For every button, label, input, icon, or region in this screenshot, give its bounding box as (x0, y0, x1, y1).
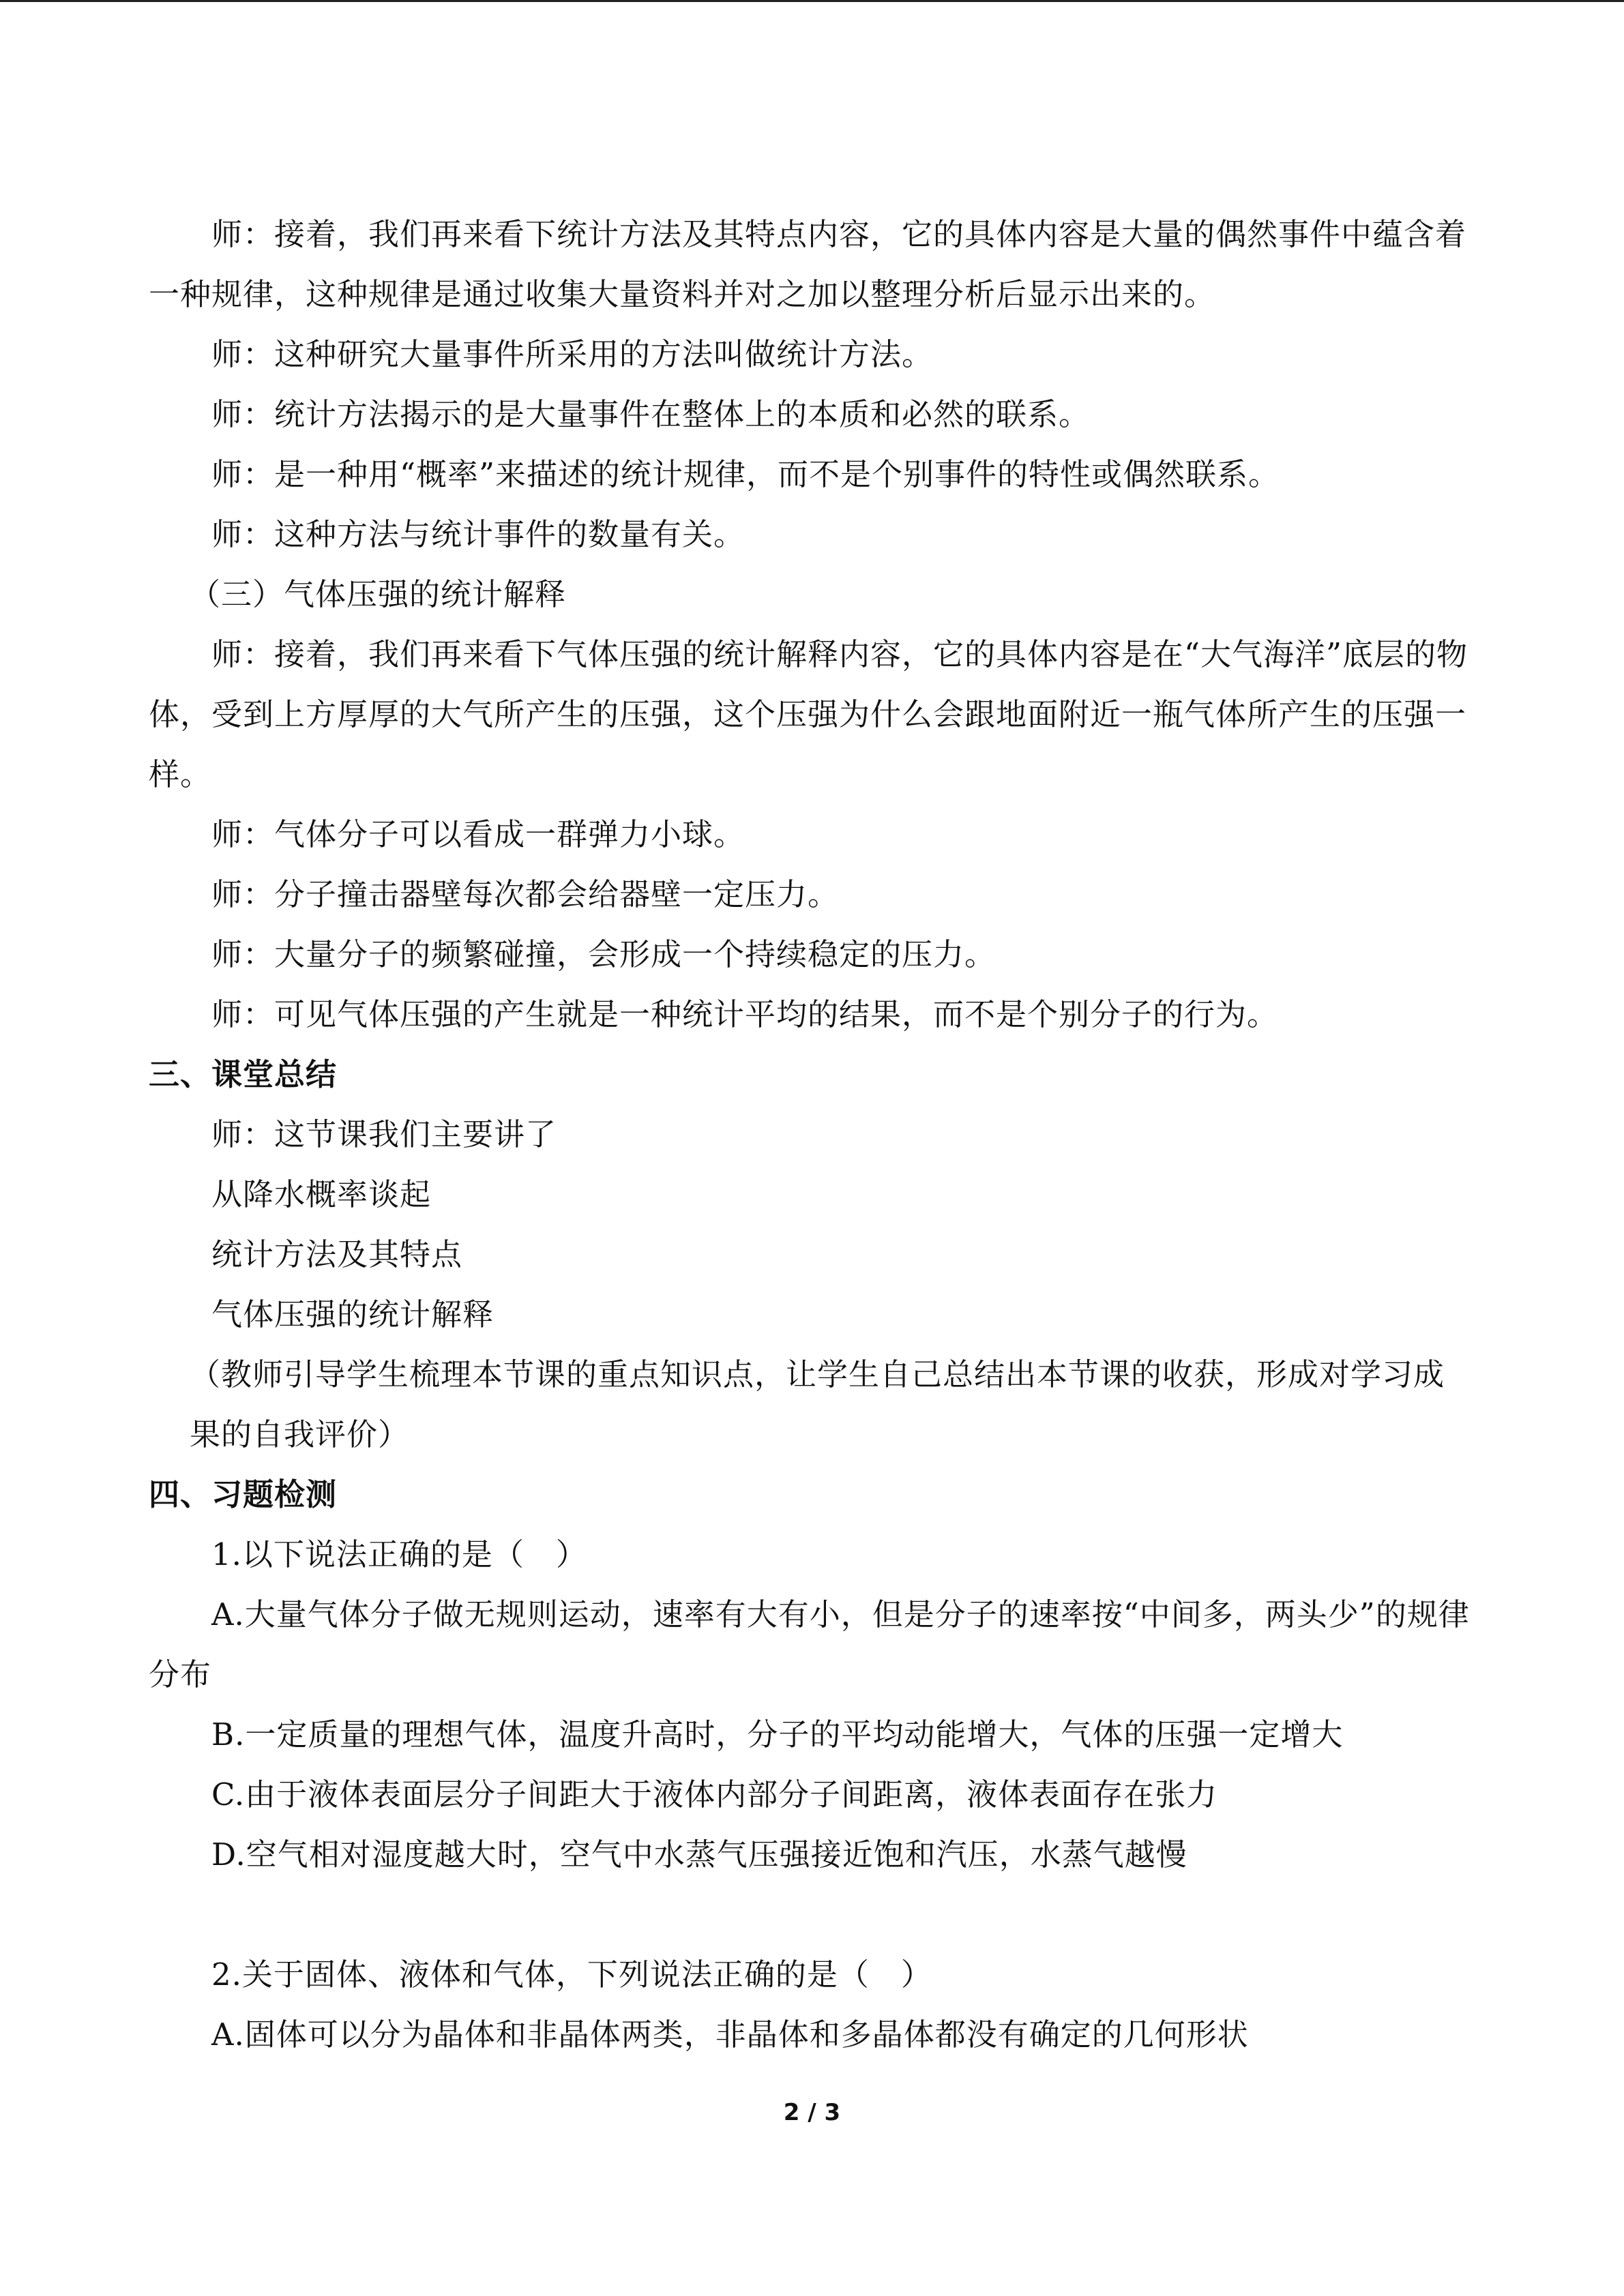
question: 1.以下说法正确的是（ ） (211, 1536, 587, 1572)
paragraph: 师：气体分子可以看成一群弹力小球。 (211, 816, 745, 852)
question-option: A.固体可以分为晶体和非晶体两类，非晶体和多晶体都没有确定的几何形状 (211, 2016, 1249, 2053)
paragraph: 师：这种方法与统计事件的数量有关。 (211, 516, 745, 552)
spacer (149, 1885, 1472, 1945)
paragraph: 师：是一种用“概率”来描述的统计规律，而不是个别事件的特性或偶然联系。 (211, 456, 1280, 492)
question: 2.关于固体、液体和气体，下列说法正确的是（ ） (211, 1956, 932, 1993)
question-option: A.大量气体分子做无规则运动，速率有大有小，但是分子的速率按“中间多，两头少”的规律分布 (149, 1596, 1470, 1693)
paragraph: 师：接着，我们再来看下统计方法及其特点内容，它的具体内容是大量的偶然事件中蕴含着一种规律，这种规律是通过收集大量资料并对之加以整理分析后显示出来的。 (149, 216, 1467, 312)
section-heading: 四、习题检测 (149, 1476, 338, 1512)
page-number: 2 / 3 (783, 2099, 841, 2126)
summary-note: （教师引导学生梳理本节课的重点知识点，让学生自己总结出本节课的收获，形成对学习成果的自我评价） (190, 1356, 1445, 1452)
paragraph: 师：统计方法揭示的是大量事件在整体上的本质和必然的联系。 (211, 396, 1091, 432)
top-border-line (0, 0, 1624, 2)
summary-item: 统计方法及其特点 (211, 1236, 463, 1272)
section-heading: 三、课堂总结 (149, 1056, 338, 1092)
paragraph: 师：接着，我们再来看下气体压强的统计解释内容，它的具体内容是在“大气海洋”底层的物体，受到上方厚厚的大气所产生的压强，这个压强为什么会跟地面附近一瓶气体所产生的压强一样。 (149, 636, 1468, 792)
summary-item: 气体压强的统计解释 (211, 1296, 494, 1332)
paragraph: 师：分子撞击器壁每次都会给器壁一定压力。 (211, 876, 840, 912)
question-option: D.空气相对湿度越大时，空气中水蒸气压强接近饱和汽压，水蒸气越慢 (211, 1836, 1187, 1873)
paragraph: 师：大量分子的频繁碰撞，会形成一个持续稳定的压力。 (211, 936, 996, 972)
paragraph: 师：这种研究大量事件所采用的方法叫做统计方法。 (211, 336, 934, 372)
paragraph: 师：这节课我们主要讲了 (211, 1116, 557, 1152)
summary-item: 从降水概率谈起 (211, 1176, 432, 1212)
question-option: B.一定质量的理想气体，温度升高时，分子的平均动能增大，气体的压强一定增大 (211, 1716, 1344, 1753)
document-page (149, 205, 1472, 2065)
subheading: （三）气体压强的统计解释 (190, 576, 567, 612)
question-option: C.由于液体表面层分子间距大于液体内部分子间距离，液体表面存在张力 (211, 1776, 1218, 1813)
paragraph: 师：可见气体压强的产生就是一种统计平均的结果，而不是个别分子的行为。 (211, 996, 1279, 1032)
